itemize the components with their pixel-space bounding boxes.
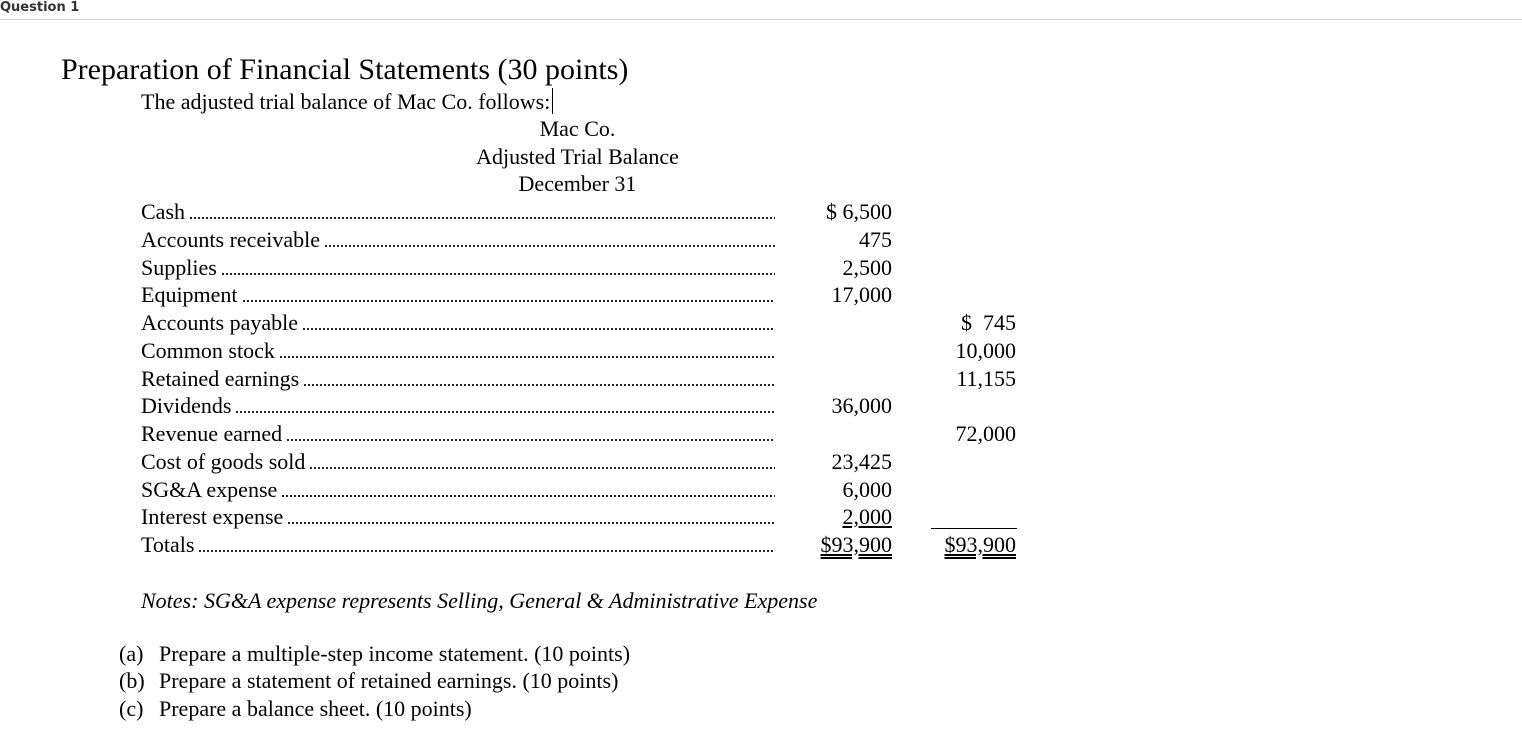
account-name: Accounts payable: [141, 310, 298, 335]
debit-amount: 475: [859, 227, 892, 252]
dot-leader: [198, 550, 775, 552]
account-row: [141, 255, 775, 281]
dot-leader: [302, 328, 775, 330]
dot-leader: [303, 384, 775, 386]
statement-name: Adjusted Trial Balance: [476, 144, 679, 169]
account-row: [141, 449, 775, 475]
credit-amount: 72,000: [955, 421, 1016, 446]
dot-leader: [324, 245, 775, 247]
requirement-label: (b): [119, 668, 145, 693]
credit-subtotal-rule: [931, 528, 1017, 529]
requirement-label: (c): [119, 696, 144, 721]
question-label: Question 1: [0, 0, 80, 15]
question-divider: [0, 19, 1522, 20]
debit-amount: 23,425: [831, 449, 892, 474]
dot-leader: [286, 439, 775, 441]
account-name: Cash: [141, 199, 185, 224]
account-name: Cost of goods sold: [141, 449, 306, 474]
debit-total-value: $93,900: [820, 532, 892, 557]
account-row: [141, 421, 775, 447]
account-name: Equipment: [141, 282, 238, 307]
requirement-label: (a): [119, 641, 144, 666]
dot-leader: [287, 522, 775, 524]
credit-total-value: $93,900: [944, 532, 1016, 557]
debit-amount: 2,500: [842, 255, 892, 280]
dot-leader: [235, 411, 775, 413]
credit-total: [912, 532, 1016, 558]
requirement-item: [119, 641, 630, 667]
company-name: Mac Co.: [539, 116, 616, 141]
debit-amount: 17,000: [831, 282, 892, 307]
credit-amount: 11,155: [956, 366, 1016, 391]
requirement-item: [119, 696, 472, 722]
account-name: Supplies: [141, 255, 217, 280]
text-cursor: [552, 88, 553, 114]
account-row: [141, 227, 775, 253]
account-row: [141, 338, 775, 364]
notes-text: Notes: SG&A expense represents Selling, General & Administrative Expense: [141, 588, 818, 613]
account-name: Dividends: [141, 393, 232, 418]
problem-intro: [141, 88, 553, 115]
account-name: Interest expense: [141, 504, 284, 529]
account-name: Totals: [141, 532, 195, 557]
statement-date: December 31: [518, 171, 637, 196]
intro-text: The adjusted trial balance of Mac Co. follows:: [141, 89, 551, 114]
account-row: [141, 282, 775, 308]
totals-row: [141, 532, 775, 558]
dot-leader: [309, 467, 775, 469]
account-row: [141, 504, 775, 530]
debit-amount-underlined: 2,000: [842, 504, 892, 529]
debit-amount: 36,000: [831, 393, 892, 418]
account-row: [141, 310, 775, 336]
debit-amount: [790, 504, 892, 530]
debit-amount: 6,000: [842, 477, 892, 502]
dot-leader: [279, 356, 775, 358]
dot-leader: [189, 217, 775, 219]
dot-leader: [221, 273, 775, 275]
account-name: SG&A expense: [141, 477, 278, 502]
requirement-text: Prepare a balance sheet. (10 points): [159, 696, 472, 721]
debit-total: [790, 532, 892, 558]
debit-amount: $ 6,500: [826, 199, 892, 224]
credit-amount: 10,000: [955, 338, 1016, 363]
requirement-text: Prepare a statement of retained earnings. (10 points): [159, 668, 619, 693]
account-row: [141, 199, 775, 225]
account-row: [141, 477, 775, 503]
account-name: Accounts receivable: [141, 227, 320, 252]
account-name: Retained earnings: [141, 366, 300, 391]
credit-amount: $ 745: [961, 310, 1016, 335]
account-row: [141, 366, 775, 392]
requirement-text: Prepare a multiple-step income statement. (10 points): [159, 641, 631, 666]
account-row: [141, 393, 775, 419]
account-name: Common stock: [141, 338, 275, 363]
dot-leader: [242, 300, 775, 302]
account-name: Revenue earned: [141, 421, 283, 446]
problem-title: Preparation of Financial Statements (30 points): [61, 53, 629, 86]
requirement-item: [119, 668, 618, 694]
dot-leader: [281, 495, 775, 497]
